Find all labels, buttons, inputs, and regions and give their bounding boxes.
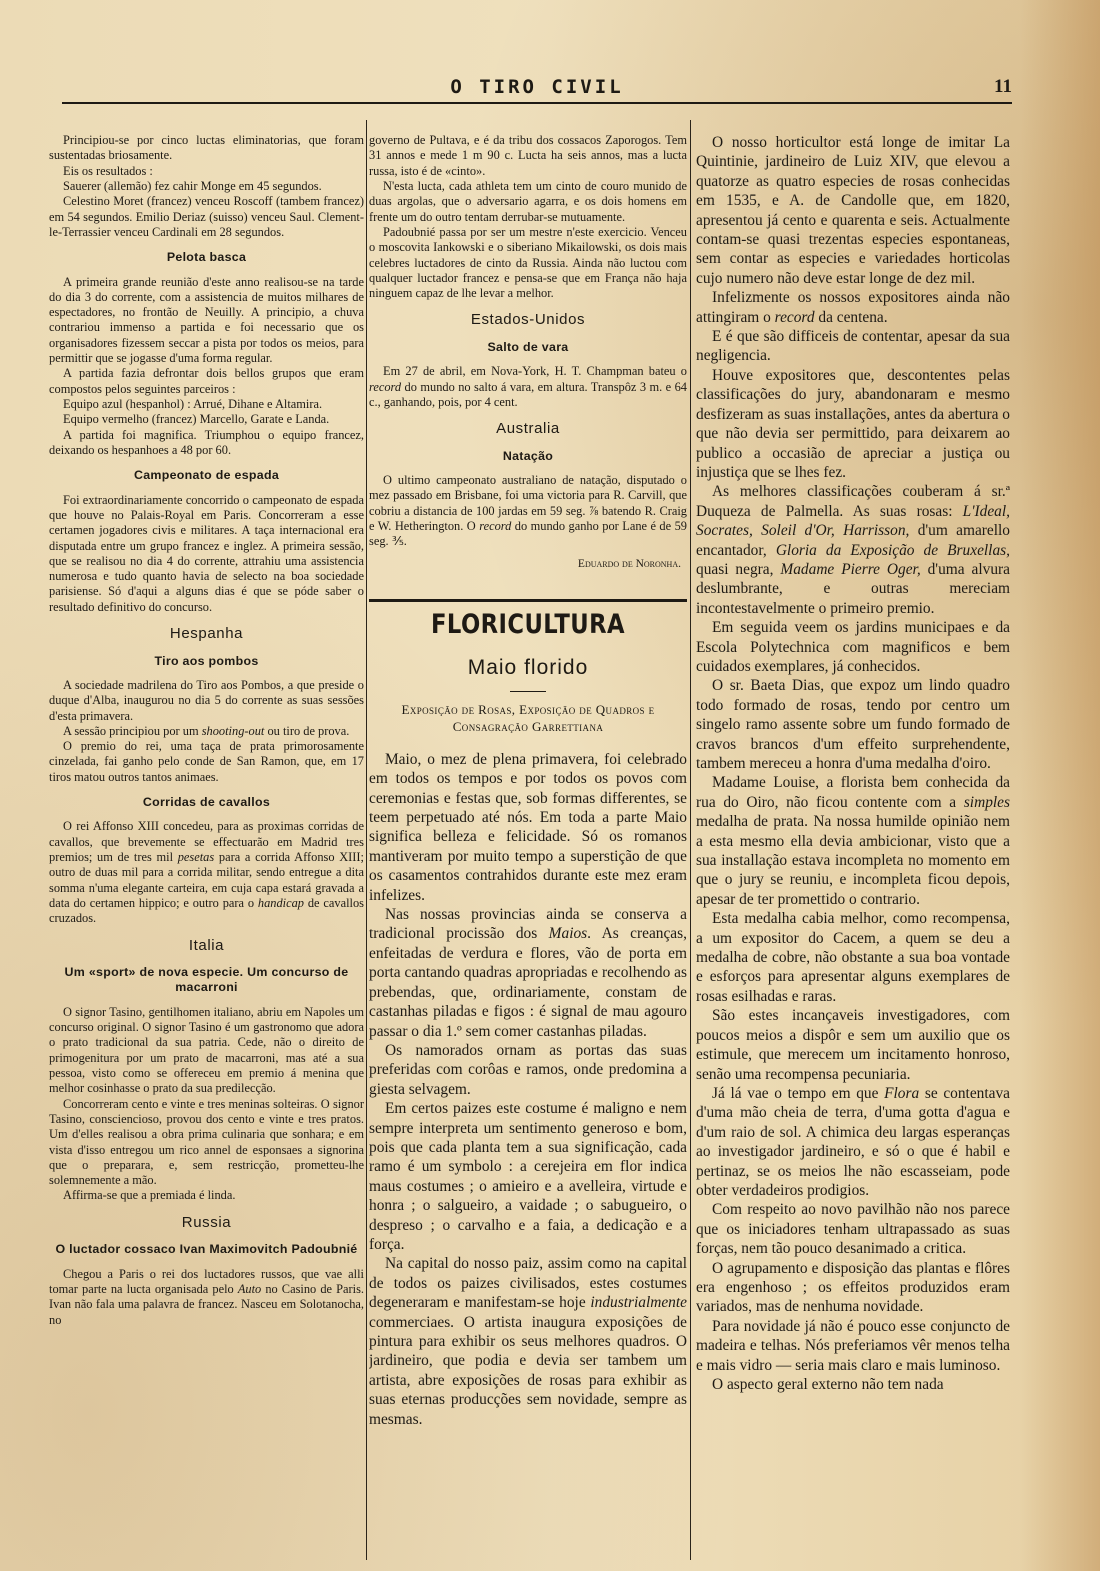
text-run: commerciaes. O artista inaugura exposições de pintura para exhibir os seus melhores quadros. O jardineiro, que podia e devia ser tambem um artista, abre exposições de rosas para exhibir as suas eternas producções sem novidade, sempre as mesmas. bbox=[369, 1313, 687, 1428]
page-header bbox=[62, 76, 1012, 102]
paragraph: O sr. Baeta Dias, que expoz um lindo quadro todo formado de rosas, tendo por centro um singelo ramo assente sobre um fundo formado de cravos brancos d'um effeito surprehendente, tambem mereceu a honra d'uma medalha d'oiro. bbox=[696, 677, 1010, 772]
italic-text: record bbox=[774, 308, 815, 326]
section-heading-estados-unidos: Estados-Unidos bbox=[470, 311, 586, 329]
paragraph: Com respeito ao novo pavilhão não nos parece que os iniciadores tenham ultrapassado as suas forças, nem tão pouco desanimado a critica. bbox=[696, 1201, 1010, 1258]
paragraph: A primeira grande reunião d'este anno realisou-se na tarde do dia 3 do corrente, com a assistencia de muitos milhares de espectadores, no frontão de Neuilly. A principio, a chuva contrariou immenso a partida e foi necessario que os organisadores fizessem seccar a pista por todos os meios, para permittir que se jogasse d'uma forma regular. bbox=[49, 274, 364, 366]
section-heading-australia: Australia bbox=[496, 420, 560, 438]
italic-text: pesetas bbox=[177, 850, 215, 865]
paragraph bbox=[49, 819, 364, 926]
paragraph: O premio do rei, uma taça de prata primorosamente cinzelada, fai ganho pelo conde de San Ramon, que, em 17 tiros matou outros tantos animaes. bbox=[49, 739, 364, 784]
paragraph bbox=[696, 773, 1010, 909]
paragraph: Equipo vermelho (francez) Marcello, Garate e Landa. bbox=[63, 412, 330, 427]
subheading-campeonato-espada: Campeonato de espada bbox=[133, 468, 280, 483]
italic-text: L'Ideal, Socrates, Soleil d'Or, Harrisson, bbox=[696, 502, 1010, 540]
masthead-title: O TIRO CIVIL bbox=[450, 76, 624, 98]
text-run: A sessão principiou por um bbox=[63, 723, 202, 738]
text-run: Já lá vae o tempo em que bbox=[712, 1084, 885, 1102]
subheading-corridas-cavallos: Corridas de cavallos bbox=[142, 795, 271, 810]
text-run: Em 27 de abril, em Nova-York, H. T. Champman bateu o bbox=[383, 364, 687, 379]
italic-text: Auto bbox=[237, 1281, 262, 1296]
section-title-floricultura: FLORICULTURA bbox=[430, 608, 626, 640]
paragraph: Celestino Moret (francez) venceu Roscoff (tambem francez) em 54 segundos. Emilio Deriaz (suisso) venceu Saul. Clement-le-Terrassier venceu Cardinali em 28 segundos. bbox=[49, 194, 364, 239]
text-run: medalha de prata. Na nossa humilde opinião nem a esta mesmo ella devia ambicionar, visto que a sua installação estava incompleta no momento em que o jury se reuniu, e incompleta ficou depois, apesar de ter promettido o contrario. bbox=[696, 813, 1010, 908]
column-2 bbox=[369, 133, 687, 1563]
article-deck: Exposição de Rosas, Exposição de Quadros e Consagração Garrettiana bbox=[401, 702, 655, 734]
column-divider-1 bbox=[366, 120, 367, 1560]
paragraph bbox=[369, 473, 687, 550]
paragraph: Affirma-se que a premiada é linda. bbox=[63, 1188, 236, 1203]
paragraph: O aspecto geral externo não tem nada bbox=[712, 1376, 944, 1393]
text-run: d'uma alvura deslumbrante, e outras mereciam incontestavelmente o primeiro premio. bbox=[696, 560, 1010, 617]
text-run: As melhores classificações couberam á sr.ª Duqueza de Palmella. As suas rosas: bbox=[696, 483, 1010, 520]
text-run: O rei Affonso XIII concedeu, para as proximas corridas de cavallos, que brevemente se effectuarão em Madrid tres premios; um de tres mil bbox=[49, 819, 364, 865]
paragraph: Concorreram cento e vinte e tres meninas solteiras. O signor Tasino, consciencioso, provou dos cento e vinte e tres pratos. Um d'elles realisou a obra prima culinaria que sonhara; e em vista d'isso entregou um rico annel de esponsaes a signorina que o preparara, e, sem restricção, prometteu-lhe solemnemente a mão. bbox=[49, 1096, 364, 1188]
paragraph bbox=[49, 1267, 364, 1328]
column-3 bbox=[696, 133, 1010, 1563]
text-run: Infelizmente os nossos expositores ainda não attingiram o bbox=[696, 289, 1010, 326]
author-signature: Eduardo de Noronha. bbox=[577, 557, 681, 570]
paragraph: Em seguida veem os jardins municipaes e da Escola Polytechnica com magnificos e bem cuidados exemplares, já conhecidos. bbox=[696, 619, 1010, 675]
italic-text: Madame Pierre Oger, bbox=[780, 560, 921, 578]
paragraph: O signor Tasino, gentilhomen italiano, abriu em Napoles um concurso original. O signor Tasino é um gastronomo que adora o prato tradicional da sua patria. Cede, não o direito de primogenitura por um prato de macarroni, mas até a sua pessoa, visto como se offereceu em premio á menina que melhor cosinhasse o prato da sua predilecção. bbox=[49, 1004, 364, 1096]
paragraph: governo de Pultava, e é da tribu dos cossacos Zaporogos. Tem 31 annos e mede 1 m 90 c. Lucta ha seis annos, mas a lucta russa, isto é de «cinto». bbox=[369, 133, 687, 178]
paragraph: Eis os resultados : bbox=[63, 163, 153, 178]
column-1 bbox=[49, 133, 364, 1563]
italic-text: industrialmente bbox=[590, 1294, 687, 1312]
paragraph: O agrupamento e disposição das plantas e flôres era engenhoso ; os effeitos produzidos eram variados, mas de nenhuma novidade. bbox=[696, 1259, 1010, 1316]
column-divider-2 bbox=[690, 120, 691, 1560]
italic-text: record bbox=[369, 379, 402, 394]
paragraph: Em certos paizes este costume é maligno e nem sempre interpreta um sentimento generoso e bom, pois que cada planta tem a sua significação, cada ramo é um symbolo : a cerejeira em flor indica maus costumes ; o amieiro e a avelleira, virtude e honra ; o salgueiro, a vaidade ; o sabugueiro, o despreso ; o carvalho e a faia, a dedicação e a força. bbox=[369, 1100, 687, 1253]
section-heading-russia: Russia bbox=[181, 1213, 232, 1231]
text-run: . As creanças, enfeitadas de verdura e flores, vão de porta em porta cantando quadras apropriadas e recolhendo as prebendas, que, ordinariamente, constam de castanhas piladas e figos : é signal de mau agouro passar o dia 1.º sem comer castanhas piladas. bbox=[369, 925, 687, 1040]
section-heading-italia: Italia bbox=[188, 936, 225, 954]
italic-text: record bbox=[479, 518, 512, 533]
subheading-luctador-cossaco: O luctador cossaco Ivan Maximovitch Padoubnié bbox=[55, 1242, 358, 1257]
paragraph bbox=[696, 482, 1010, 618]
page-number: 11 bbox=[994, 76, 1012, 97]
text-run: Madame Louise, a florista bem conhecida da rua do Oiro, não ficou contente com a bbox=[696, 774, 1010, 811]
italic-text: handicap bbox=[257, 895, 305, 910]
paragraph bbox=[696, 288, 1010, 327]
paragraph bbox=[369, 1254, 687, 1429]
title-rule bbox=[510, 691, 546, 692]
paragraph: N'esta lucta, cada athleta tem um cinto de couro munido de duas argolas, que o adversario agarra, e os dois homens em frente um do outro tentam derrubar-se mutuamente. bbox=[369, 178, 687, 224]
subheading-natacao: Natação bbox=[502, 448, 554, 463]
paragraph: Equipo azul (hespanhol) : Arrué, Dihane e Altamira. bbox=[63, 397, 323, 411]
italic-text: simples bbox=[963, 793, 1010, 811]
paragraph: Maio, o mez de plena primavera, foi celebrado em todos os tempos e por todos os povos com ceremonias e festas que, sob formas differentes, se teem perpetuado até nós. Em toda a parte Maio significa belleza e felicidade. Só os romanos mantiveram por muito tempo a superstição de que os casamentos contrahidos durante este mez eram infelizes. bbox=[369, 750, 687, 904]
paragraph: Houve expositores que, descontentes pelas classificações do jury, abandonaram e mesmo desfizeram as suas installações, antes da abertura o que não devia ser permittido, para deixarem ao publico a occasião de apreciar a justiça ou injustiça que se lhes fez. bbox=[696, 366, 1010, 481]
paragraph: E é que são difficeis de contentar, apesar da sua negligencia. bbox=[696, 328, 1010, 365]
paragraph: São estes incançaveis investigadores, com poucos meios a dispôr e sem um auxilio que os estimule, que merecem um incitamento honroso, senão uma recompensa pecuniaria. bbox=[696, 1007, 1010, 1083]
paragraph: O nosso horticultor está longe de imitar La Quintinie, jardineiro de Luiz XIV, que elevou a quatorze as quatro especies de rosas conhecidas em 1535, e A. de Candolle que, em 1820, apresentou já cento e quarenta e seis. Actualmente contam-se quasi trezentas especies espontaneas, sem contar as especies e variedades horticolas cujo numero não deve estar longe de dez mil. bbox=[696, 134, 1010, 287]
subheading-salto-vara: Salto de vara bbox=[487, 339, 569, 354]
section-rule bbox=[369, 599, 687, 602]
paragraph: Para novidade já não é pouco esse conjuncto de madeira e telhas. Nós preferiamos vêr menos telha e mais vidro — seria mais claro e mais luminoso. bbox=[696, 1317, 1010, 1374]
paragraph: A sociedade madrilena do Tiro aos Pombos, a que preside o duque d'Alba, inaugurou no dia 5 do corrente as suas sessões d'esta primavera. bbox=[49, 677, 364, 723]
text-run: d'um amarello encantador, bbox=[696, 522, 1010, 559]
paragraph bbox=[369, 905, 687, 1041]
text-run: do mundo ganho por Lane é de 59 seg. ⅗. bbox=[369, 518, 687, 549]
text-run: se contentava d'uma mão cheia de terra, d'uma gotta d'agua e d'um raio de sol. A chimica deu largas esperanças ao investigador jardineiro, e só o que é habil e pertinaz, se os meios lhe não escasseiam, pode obter verdadeiros prodigios. bbox=[696, 1084, 1010, 1199]
text-run: Nas nossas provincias ainda se conserva a tradicional procissão dos bbox=[369, 906, 687, 943]
text-run: para a corrida Affonso XIII; outro de duas mil para a corrida militar, sendo entregue a dita somma n'uma elegante carteira, em cuja capa estará gravada a data do certamen hippico; e outro para o bbox=[49, 850, 364, 910]
text-run: Chegou a Paris o rei dos luctadores russos, que vae alli tomar parte na lucta organisada pelo bbox=[49, 1266, 364, 1296]
text-run: quasi negra, bbox=[696, 560, 781, 578]
italic-text: shooting-out bbox=[201, 723, 265, 738]
article-body bbox=[369, 750, 687, 1429]
subheading-tiro-pombos: Tiro aos pombos bbox=[154, 653, 259, 668]
text-run: da centena. bbox=[814, 308, 888, 326]
subheading-sport-macarroni: Um «sport» de nova especie. Um concurso de macarroni bbox=[64, 965, 349, 995]
paragraph: Esta medalha cabia melhor, como recompensa, a um expositor do Cacem, a quem se deu a medalha de cobre, não obstante a sua boa vontade e esforços para apresentar alguns exemplares de rosas esilhadas e raras. bbox=[696, 910, 1010, 1005]
paragraph: Padoubnié passa por ser um mestre n'este exercicio. Venceu o moscovita Iankowski e o siberiano Mikailowski, os dois mais celebres luctadores de cinto da Russia. Ainda não luctou com qualquer luctador francez e pensa-se que em França não haja ninguem capaz de lhe levar a melhor. bbox=[369, 224, 687, 301]
italic-text: Maios bbox=[548, 925, 588, 943]
paragraph: Foi extraordinariamente concorrido o campeonato de espada que houve no Palais-Royal em Paris. Concorreram a esse certamen jogadores civis e militares. A taça internacional era disputada entre um grupo francez e inglez. A primeira sessão, que se realisou no dia 4 do corrente, attrahiu uma assistencia numerosa e tudo quanto havia de selecto na boa sociedade parisiense. Só d'aqui a alguns dias é que se póde saber o resultado definitivo do concurso. bbox=[49, 492, 364, 614]
paragraph: Os namorados ornam as portas das suas preferidas com corôas e ramos, onde predomina a giesta selvagem. bbox=[369, 1041, 687, 1098]
italic-text: Flora bbox=[884, 1084, 920, 1102]
article-title: Maio florido bbox=[467, 656, 589, 680]
paragraph bbox=[369, 364, 687, 410]
text-run: O ultimo campeonato australiano de natação, disputado o mez passado em Brisbane, foi uma victoria para R. Carvill, que cobriu a distancia de 100 jardas em 59 seg. ⅞ batendo R. Craig e W. Hetherington. O bbox=[369, 473, 687, 533]
subheading-pelota-basca: Pelota basca bbox=[166, 250, 247, 265]
text-run: de cavallos cruzados. bbox=[49, 895, 364, 926]
paragraph: A partida foi magnifica. Triumphou o equipo francez, deixando os hespanhoes a 48 por 60. bbox=[49, 427, 364, 457]
text-run: Na capital do nosso paiz, assim como na capital de todos os paizes civilisados, estes costumes degeneraram e manifestam-se hoje bbox=[369, 1255, 687, 1312]
section-heading-hespanha: Hespanha bbox=[169, 625, 244, 643]
page-edge-shading bbox=[1020, 0, 1100, 1571]
text-run: ou tiro de prova. bbox=[264, 723, 350, 738]
paragraph: A partida fazia defrontar dois bellos grupos que eram compostos pelos seguintes parceiros : bbox=[49, 366, 364, 396]
paragraph bbox=[696, 1084, 1010, 1200]
header-rule bbox=[62, 102, 1012, 104]
text-run: do mundo no salto á vara, em altura. Transpôz 3 m. e 64 c., ganhando, pois, por 4 cent. bbox=[369, 379, 687, 409]
paragraph: Principiou-se por cinco luctas eliminatorias, que foram sustentadas briosamente. bbox=[49, 133, 364, 163]
paragraph bbox=[49, 724, 364, 739]
text-run: no Casino de Paris. Ivan não fala uma palavra de francez. Nasceu em Solotanocha, no bbox=[49, 1281, 364, 1327]
paragraph: Sauerer (allemão) fez cahir Monge em 45 segundos. bbox=[63, 178, 322, 193]
italic-text: Gloria da Exposição de Bruxellas, bbox=[775, 541, 1010, 559]
